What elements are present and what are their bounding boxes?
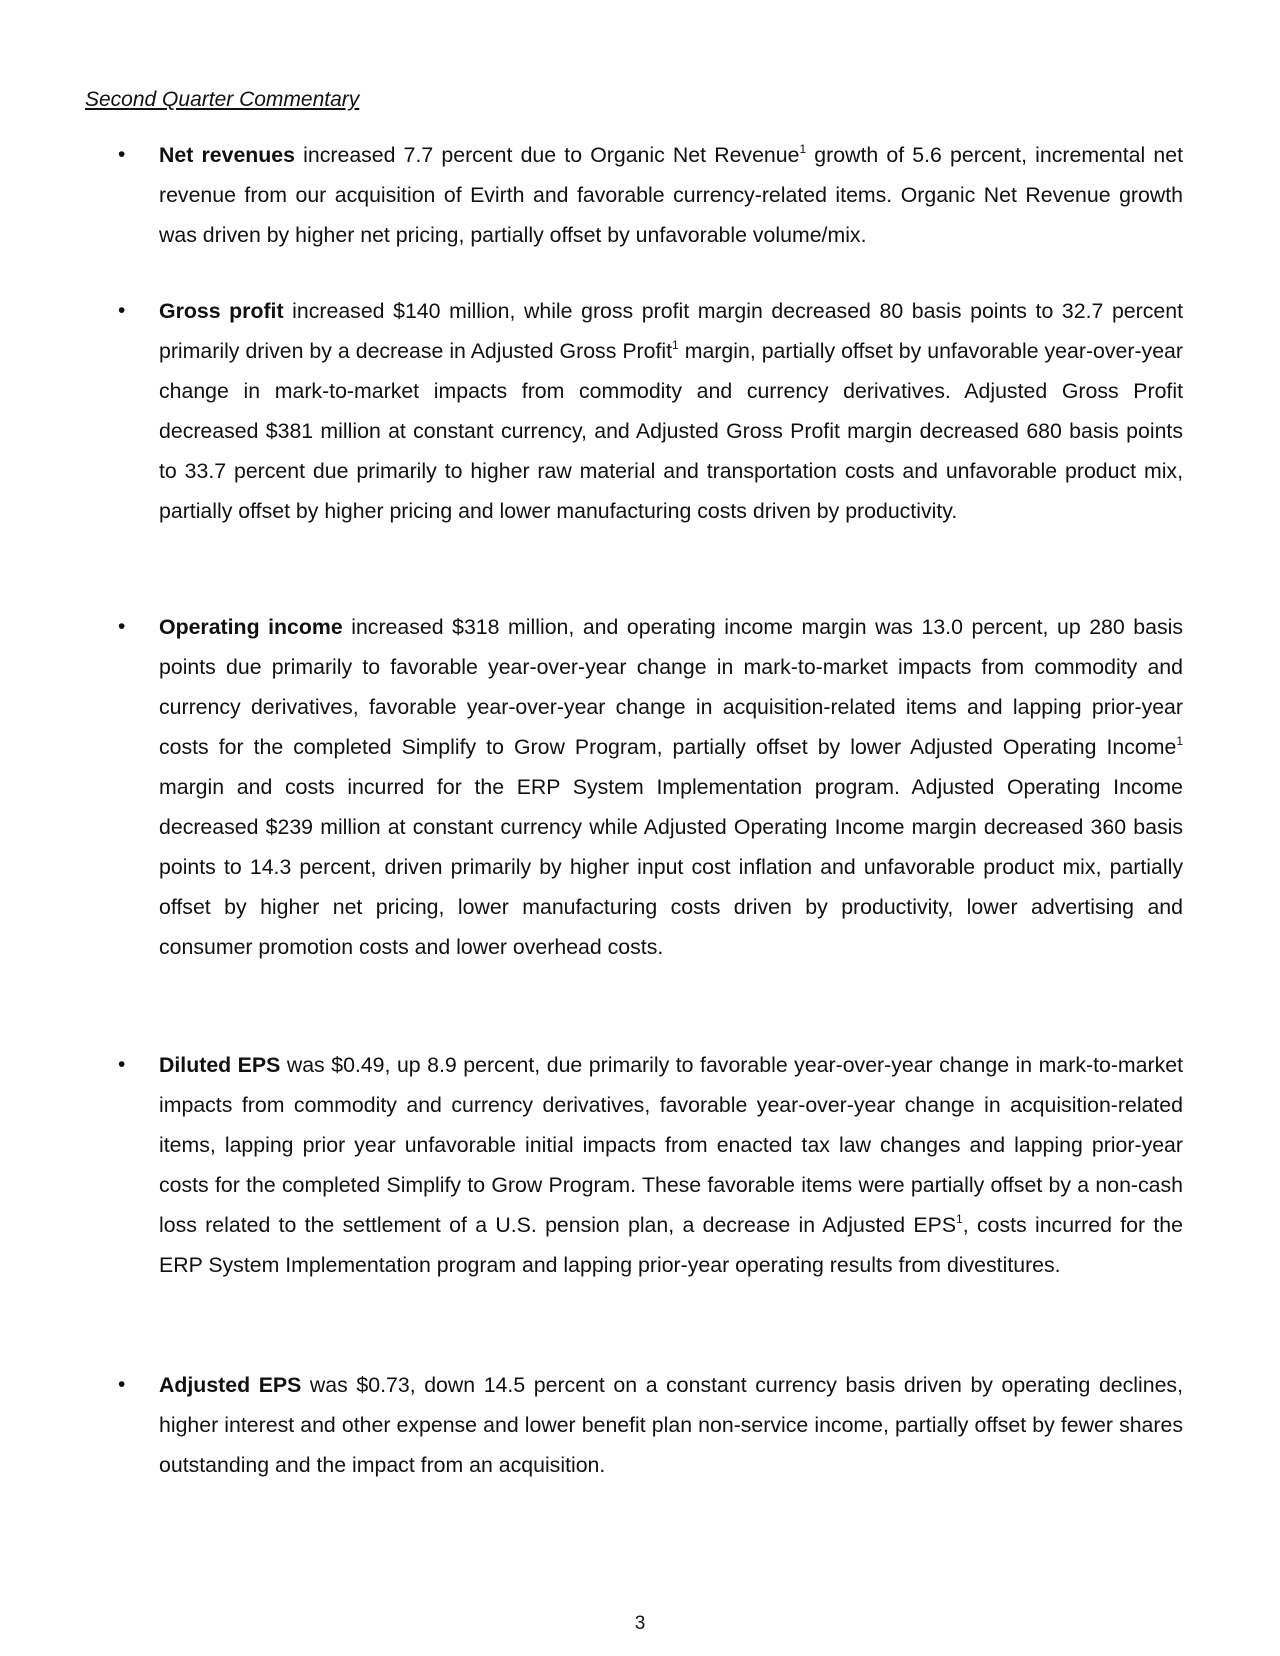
bullet-marker: • xyxy=(118,143,126,166)
page-number: 3 xyxy=(634,1613,646,1634)
bullet-text xyxy=(159,291,1183,531)
bullet-body: was $0.73, down 14.5 percent on a constant currency basis driven by operating declines, higher interest and other expense and lower benefit plan non-service income, partially offset by fewer shares outstanding and the impact from an acquisition. xyxy=(159,1373,1183,1477)
bullet-label: Net revenues xyxy=(159,143,295,167)
bullet-marker: • xyxy=(118,1373,126,1396)
bullet-text xyxy=(159,1365,1183,1485)
bullet-label: Adjusted EPS xyxy=(159,1373,302,1397)
bullet-body: increased $140 million, while gross profit margin decreased 80 basis points to 32.7 percent primarily driven by a decrease in Adjusted Gross Profit xyxy=(159,299,1183,363)
section-heading: Second Quarter Commentary xyxy=(85,88,360,111)
bullet-body: was $0.49, up 8.9 percent, due primarily to favorable year-over-year change in mark-to-market impacts from commodity and currency derivatives, favorable year-over-year change in acquisition-related items, lapping prior year unfavorable initial impacts from enacted tax law changes and lapping prior-year costs for the completed Simplify to Grow Program. These favorable items were partially offset by a non-cash loss related to the settlement of a U.S. pension plan, a decrease in Adjusted EPS xyxy=(159,1053,1184,1237)
footnote-marker: 1 xyxy=(1176,734,1183,748)
bullet-body: increased $318 million, and operating income margin was 13.0 percent, up 280 basis points due primarily to favorable year-over-year change in mark-to-market impacts from commodity and currency derivatives, favorable year-over-year change in acquisition-related items and lapping prior-year costs for the completed Simplify to Grow Program, partially offset by lower Adjusted Operating Income xyxy=(159,615,1183,759)
footnote-marker: 1 xyxy=(672,338,679,352)
bullet-body-continued: , costs incurred for the ERP System Implementation program and lapping prior-year operating results from divestitures. xyxy=(159,1213,1183,1277)
bullet-marker: • xyxy=(118,615,126,638)
bullet-marker: • xyxy=(118,1053,126,1076)
footnote-marker: 1 xyxy=(799,142,807,156)
bullet-body-continued: margin, partially offset by unfavorable year-over-year change in mark-to-market impacts from commodity and currency derivatives. Adjusted Gross Profit decreased $381 million at constant currency, and Adjusted Gross Profit margin decreased 680 basis points to 33.7 percent due primarily to higher raw material and transportation costs and unfavorable product mix, partially offset by higher pricing and lower manufacturing costs driven by productivity. xyxy=(159,339,1183,523)
bullet-body-continued: margin and costs incurred for the ERP System Implementation program. Adjusted Operating Income decreased $239 million at constant currency while Adjusted Operating Income margin decreased 360 basis points to 14.3 percent, driven primarily by higher input cost inflation and unfavorable product mix, partially offset by higher net pricing, lower manufacturing costs driven by productivity, lower advertising and consumer promotion costs and lower overhead costs. xyxy=(159,775,1183,959)
footnote-marker: 1 xyxy=(956,1212,963,1226)
bullet-body: increased 7.7 percent due to Organic Net Revenue xyxy=(295,143,800,167)
bullet-marker: • xyxy=(118,299,126,322)
bullet-label: Gross profit xyxy=(159,299,284,323)
bullet-text xyxy=(159,1045,1183,1285)
bullet-text xyxy=(159,607,1183,967)
bullet-label: Operating income xyxy=(159,615,343,639)
bullet-label: Diluted EPS xyxy=(159,1053,281,1077)
bullet-text xyxy=(159,135,1183,255)
bullet-body-continued: growth of 5.6 percent, incremental net revenue from our acquisition of Evirth and favorable currency-related items. Organic Net Revenue growth was driven by higher net pricing, partially offset by unfavorable volume/mix. xyxy=(159,143,1183,247)
